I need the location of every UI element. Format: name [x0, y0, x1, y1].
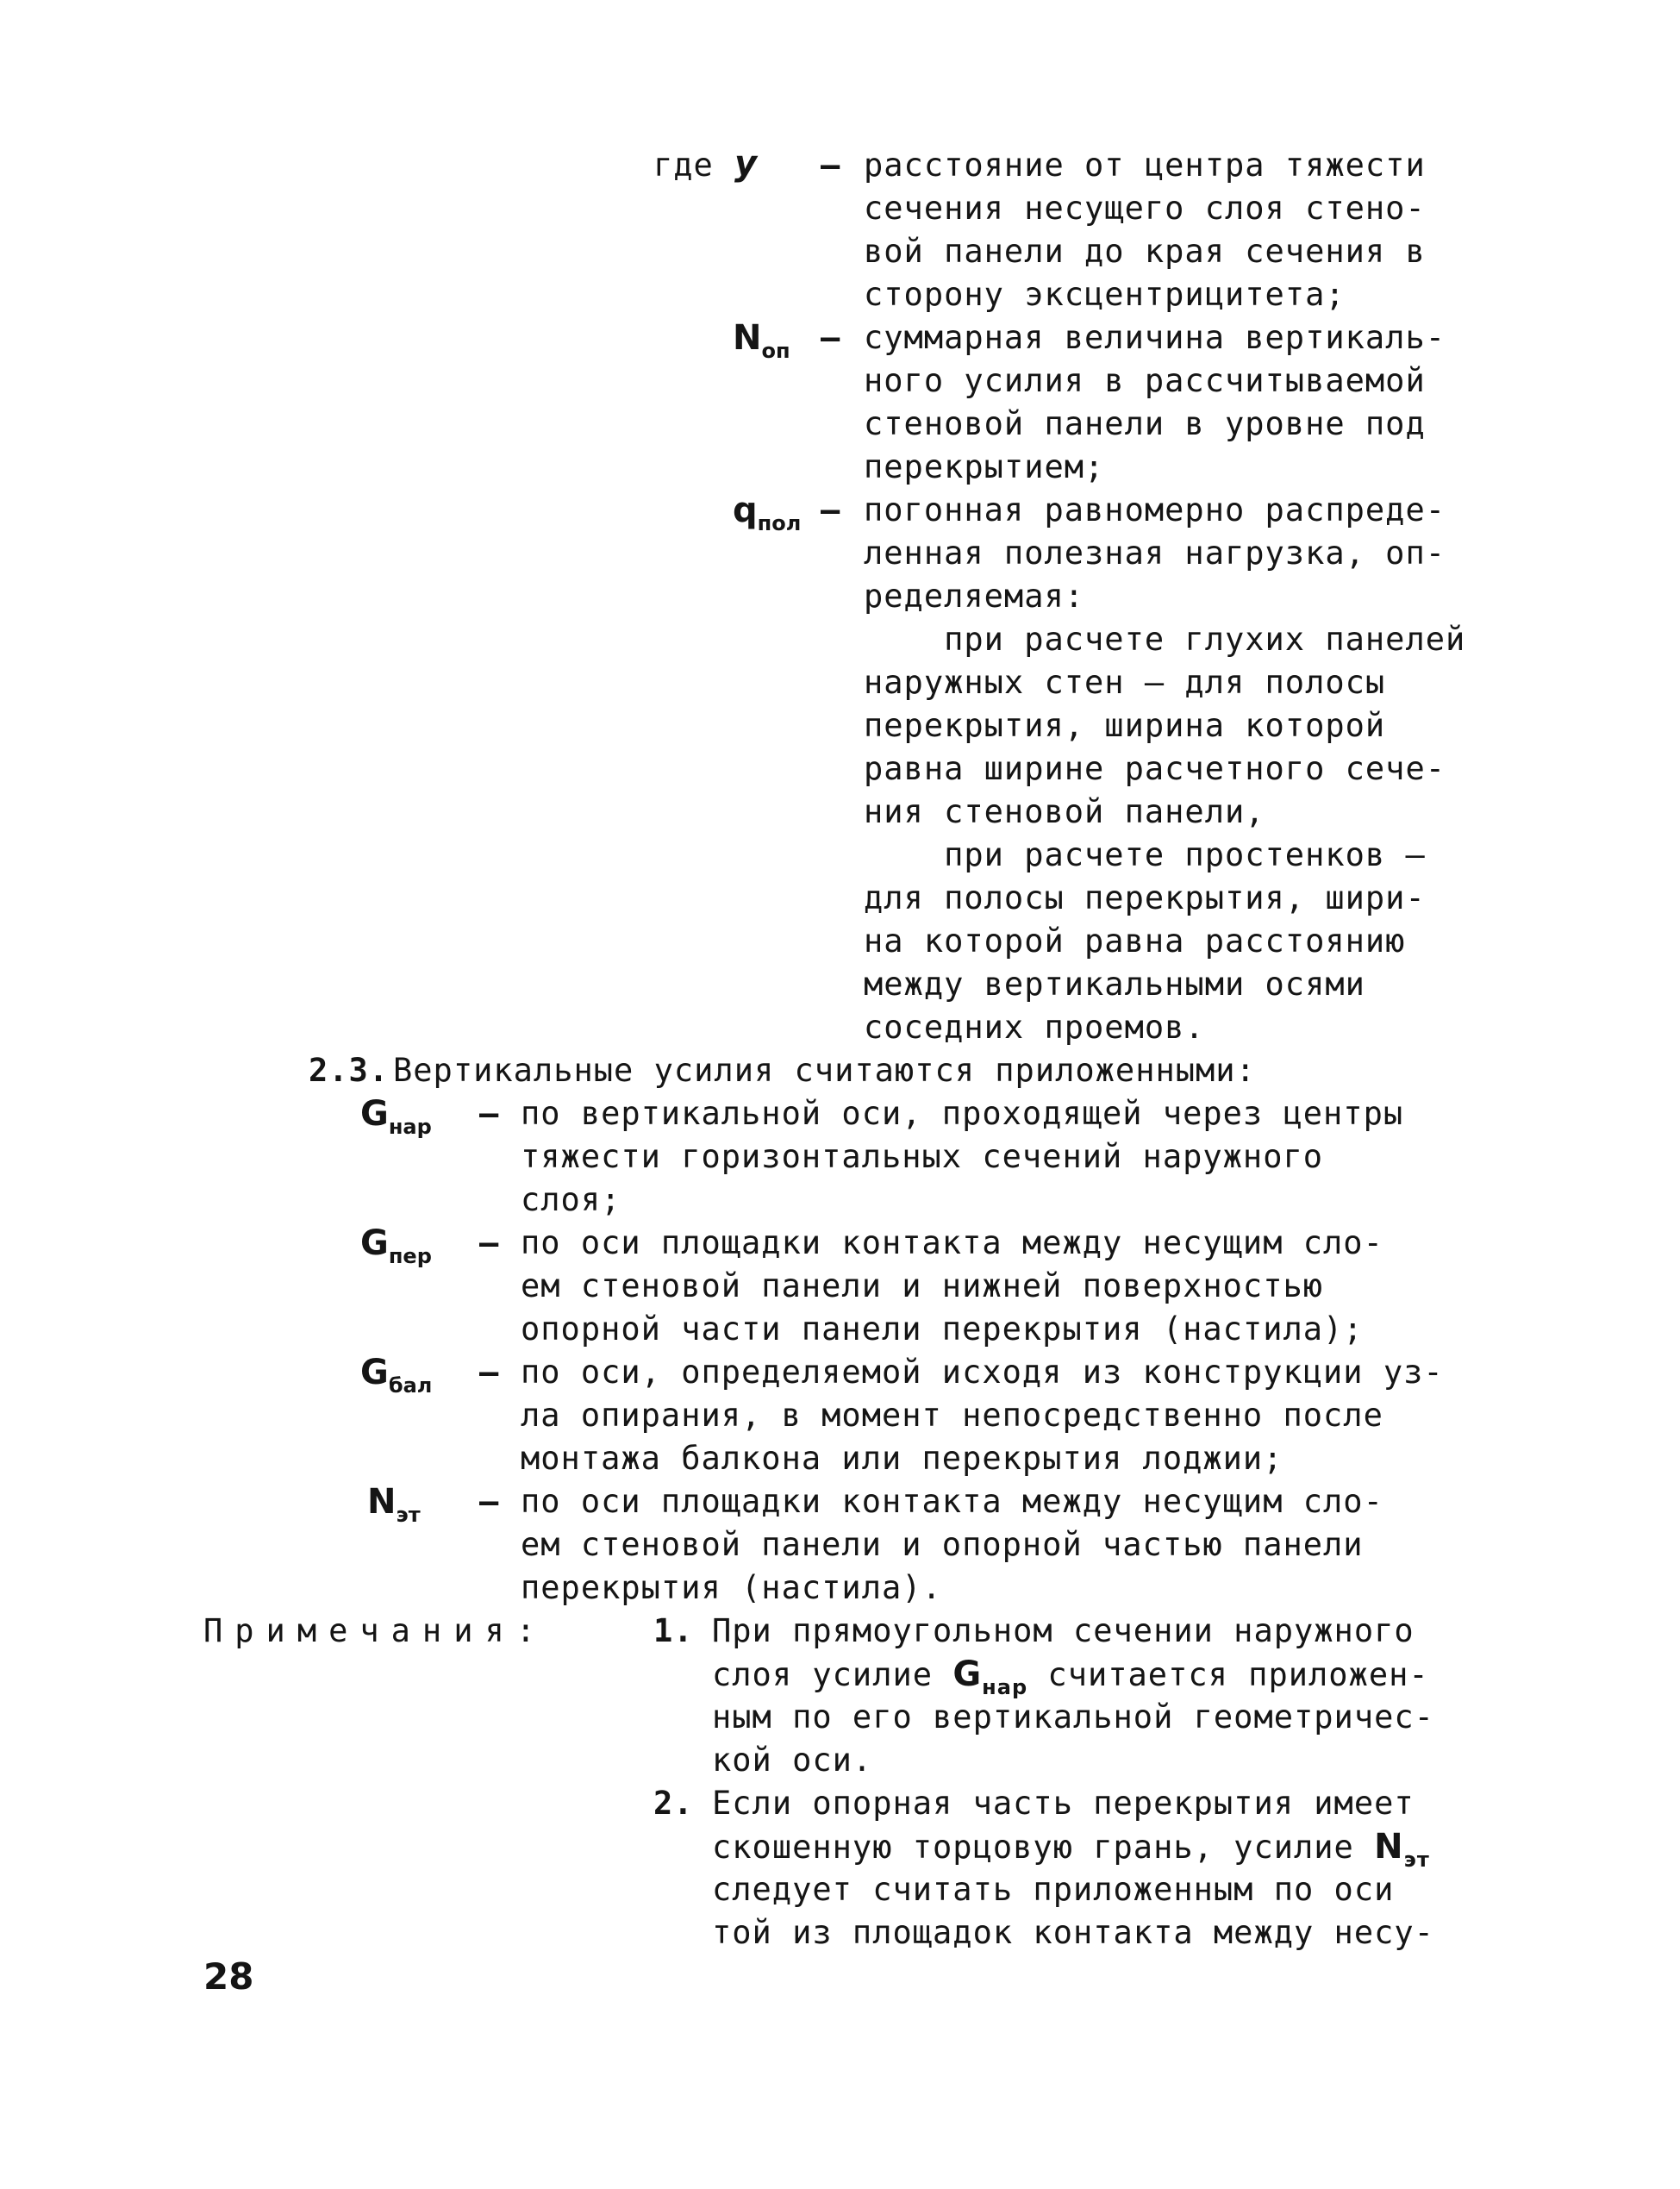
definition-line: стеновой панели в уровне под — [864, 405, 1426, 442]
item-line: ла опирания, в момент непосредственно после — [521, 1397, 1383, 1434]
where-prefix: где — [653, 147, 714, 184]
note-line: кой оси. — [712, 1742, 873, 1779]
note-line: скошенную торцовую грань, усилие $N_{эт}$ — [712, 1827, 1430, 1872]
item-line: опорной части панели перекрытия (настила); — [521, 1310, 1364, 1348]
definition-line: ределяемая: — [864, 578, 1085, 615]
definition-line: ного усилия в рассчитываемой — [864, 362, 1426, 399]
symbol-g-per: $G_{пер}$ — [360, 1223, 432, 1268]
definition-line: ния стеновой панели, — [864, 793, 1265, 830]
definition-line: сечения несущего слоя стено- — [864, 190, 1426, 227]
symbol-n-et: $N_{эт}$ — [367, 1482, 421, 1527]
item-line: по оси площадки контакта между несущим сло- — [521, 1483, 1383, 1520]
definition-line: перекрытием; — [864, 448, 1105, 485]
item-line: по оси площадки контакта между несущим сло- — [521, 1224, 1383, 1261]
dash: – — [479, 1483, 499, 1520]
note-line: слоя усилие $G_{нар}$ считается приложен- — [712, 1654, 1429, 1699]
note-line: той из площадок контакта между несу- — [712, 1914, 1434, 1951]
symbol-g-nar: $G_{нар}$ — [360, 1094, 432, 1139]
notes-label: Примечания: — [203, 1612, 548, 1649]
definition-line: наружных стен – для полосы — [864, 664, 1386, 701]
note-number: 1. — [653, 1612, 694, 1649]
symbol-q-pol: $q_{пол}$ — [733, 491, 802, 535]
definition-line: суммарная величина вертикаль- — [864, 319, 1446, 356]
dash: – — [821, 147, 840, 184]
note-line: следует считать приложенным по оси — [712, 1871, 1395, 1908]
dash: – — [821, 491, 840, 528]
note-line: ным по его вертикальной геометричес- — [712, 1698, 1434, 1736]
symbol-n-op: $N_{оп}$ — [733, 318, 790, 363]
item-line: тяжести горизонтальных сечений наружного — [521, 1138, 1324, 1175]
item-line: по вертикальной оси, проходящей через центры — [521, 1095, 1404, 1132]
definition-line: погонная равномерно распреде- — [864, 491, 1446, 528]
symbol-g-nar-inline: $G_{нар}$ — [952, 1654, 1028, 1699]
note-number: 2. — [653, 1785, 694, 1822]
dash: – — [479, 1354, 499, 1391]
section-number: 2.3. — [309, 1052, 390, 1089]
dash: – — [479, 1224, 499, 1261]
definition-line: при расчете глухих панелей — [864, 621, 1466, 658]
symbol-g-bal: $G_{бал}$ — [360, 1353, 433, 1398]
definition-line: на которой равна расстоянию — [864, 923, 1406, 960]
item-line: по оси, определяемой исходя из конструкции уз- — [521, 1354, 1444, 1391]
definition-line: ленная полезная нагрузка, оп- — [864, 535, 1446, 572]
note-line: Если опорная часть перекрытия имеет — [712, 1785, 1415, 1822]
note-line: При прямоугольном сечении наружного — [712, 1612, 1415, 1649]
page-number: 28 — [203, 1955, 254, 1998]
item-line: монтажа балкона или перекрытия лоджии; — [521, 1440, 1283, 1477]
definition-line: при расчете простенков – — [864, 836, 1426, 873]
section-title: Вертикальные усилия считаются приложенными: — [393, 1052, 1256, 1089]
definition-line: перекрытия, ширина которой — [864, 707, 1386, 744]
symbol-n-et-inline: $N_{эт}$ — [1374, 1827, 1430, 1872]
item-line: ем стеновой панели и нижней поверхностью — [521, 1267, 1324, 1304]
definition-line: сторону эксцентрицитета; — [864, 276, 1346, 313]
definition-line: равна ширине расчетного сече- — [864, 750, 1446, 787]
item-line: перекрытия (настила). — [521, 1569, 942, 1606]
definition-line: между вертикальными осями — [864, 966, 1365, 1003]
symbol-y: y — [734, 144, 758, 184]
definition-line: вой панели до края сечения в — [864, 233, 1426, 270]
dash: – — [479, 1095, 499, 1132]
item-line: слоя; — [521, 1181, 621, 1218]
definition-line: расстояние от центра тяжести — [864, 147, 1426, 184]
definition-line: соседних проемов. — [864, 1009, 1205, 1046]
dash: – — [821, 319, 840, 356]
definition-line: для полосы перекрытия, шири- — [864, 879, 1426, 916]
item-line: ем стеновой панели и опорной частью панели — [521, 1526, 1364, 1563]
